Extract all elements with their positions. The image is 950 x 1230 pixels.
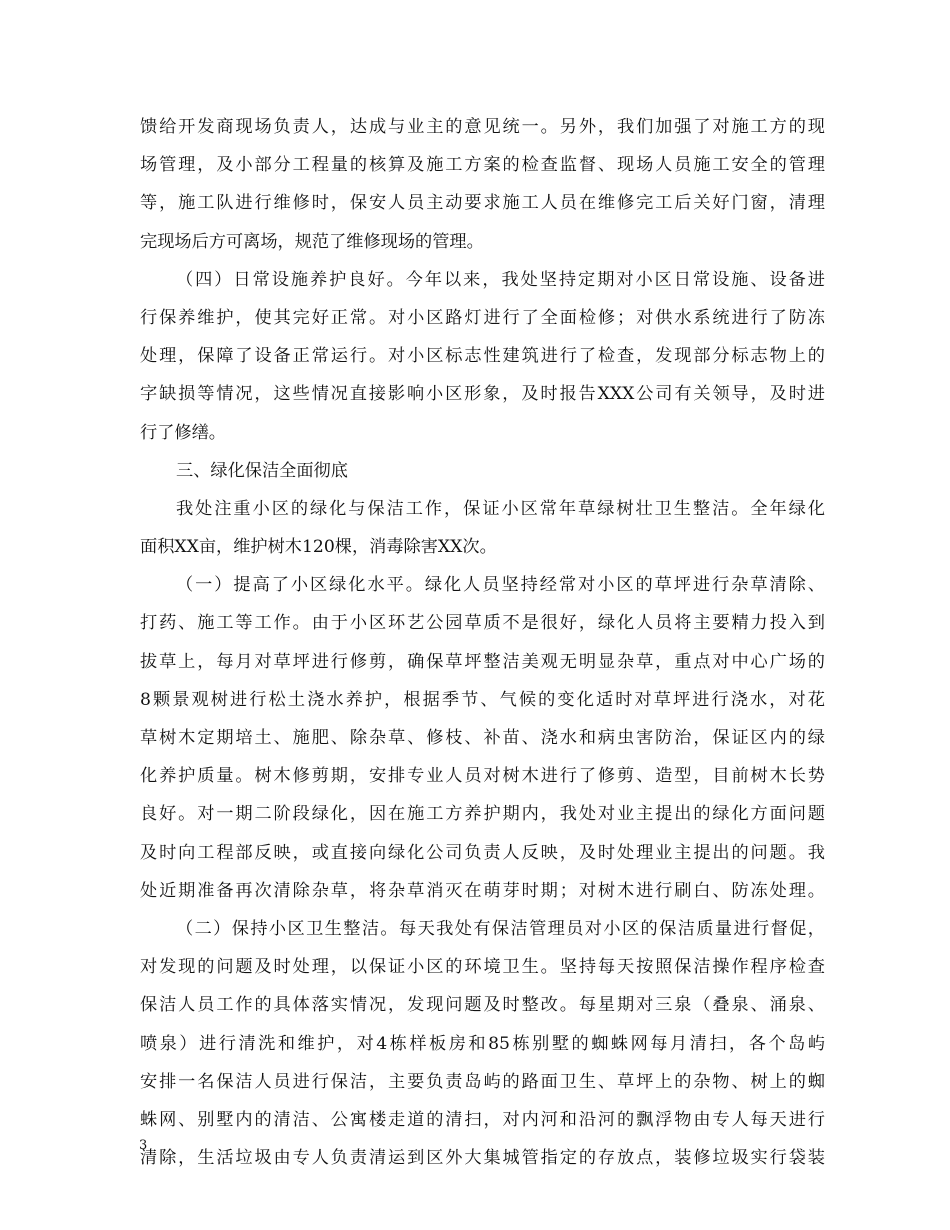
text-line: 等，施工队进行维修时，保安人员主动要求施工人员在维修完工后关好门窗，清理 <box>140 193 825 214</box>
text-line: 蛛网、别墅内的清洁、公寓楼走道的清扫，对内河和沿河的飘浮物由专人每天进行 <box>140 1109 825 1130</box>
page-number: 3 <box>139 1138 148 1153</box>
section-heading: 三、绿化保洁全面彻底 <box>176 460 348 481</box>
text-line: 对发现的问题及时处理，以保证小区的环境卫生。坚持每天按照保洁操作程序检查 <box>140 957 825 978</box>
text-line: 处近期准备再次清除杂草，将杂草消灭在萌芽时期；对树木进行刷白、防冻处理。 <box>140 880 825 901</box>
text-line: 良好。对一期二阶段绿化，因在施工方养护期内，我处对业主提出的绿化方面问题 <box>140 804 825 825</box>
text-line: 处理，保障了设备正常运行。对小区标志性建筑进行了检查，发现部分标志物上的 <box>140 346 825 367</box>
text-line: 馈给开发商现场负责人，达成与业主的意见统一。另外，我们加强了对施工方的现 <box>140 117 825 137</box>
text-line: 字缺损等情况，这些情况直接影响小区形象，及时报告XXX公司有关领导，及时进 <box>140 384 825 405</box>
text-line: 行保养维护，使其完好正常。对小区路灯进行了全面检修；对供水系统进行了防冻 <box>140 307 825 328</box>
text-line: 打药、施工等工作。由于小区环艺公园草质不是很好，绿化人员将主要精力投入到 <box>140 613 825 634</box>
text-line: 清除，生活垃圾由专人负责清运到区外大集城管指定的存放点，装修垃圾实行袋装 <box>140 1148 825 1169</box>
text-line: 草树木定期培土、施肥、除杂草、修枝、补苗、浇水和病虫害防治，保证区内的绿 <box>140 728 825 748</box>
text-line: 行了修缮。 <box>140 422 226 443</box>
text-line: 保洁人员工作的具体落实情况，发现问题及时整改。每星期对三泉（叠泉、涌泉、 <box>140 995 825 1016</box>
paragraph-first-line: （一）提高了小区绿化水平。绿化人员坚持经常对小区的草坪进行杂草清除、 <box>176 575 825 596</box>
text-line: 喷泉）进行清洗和维护，对4栋样板房和85栋别墅的蜘蛛网每月清扫，各个岛屿 <box>140 1033 825 1054</box>
text-line: 面积XX亩，维护树木120棵，消毒除害XX次。 <box>140 537 497 558</box>
text-line: 完现场后方可离场，规范了维修现场的管理。 <box>140 231 484 252</box>
text-line: 拔草上，每月对草坪进行修剪，确保草坪整洁美观无明显杂草，重点对中心广场的 <box>140 651 825 672</box>
text-line: 场管理，及小部分工程量的核算及施工方案的检查监督、现场人员施工安全的管理 <box>140 155 825 176</box>
text-line: 化养护质量。树木修剪期，安排专业人员对树木进行了修剪、造型，目前树木长势 <box>140 766 825 787</box>
document-body <box>140 108 825 1177</box>
paragraph-first-line: （二）保持小区卫生整洁。每天我处有保洁管理员对小区的保洁质量进行督促， <box>176 918 825 939</box>
paragraph-first-line: 我处注重小区的绿化与保洁工作，保证小区常年草绿树壮卫生整洁。全年绿化 <box>176 498 825 519</box>
paragraph-first-line: （四）日常设施养护良好。今年以来，我处坚持定期对小区日常设施、设备进 <box>176 269 825 290</box>
text-line: 及时向工程部反映，或直接向绿化公司负责人反映，及时处理业主提出的问题。我 <box>140 842 825 863</box>
text-line: 安排一名保洁人员进行保洁，主要负责岛屿的路面卫生、草坪上的杂物、树上的蜘 <box>140 1071 825 1092</box>
text-line: 8颗景观树进行松土浇水养护，根据季节、气候的变化适时对草坪进行浇水，对花 <box>140 689 825 710</box>
